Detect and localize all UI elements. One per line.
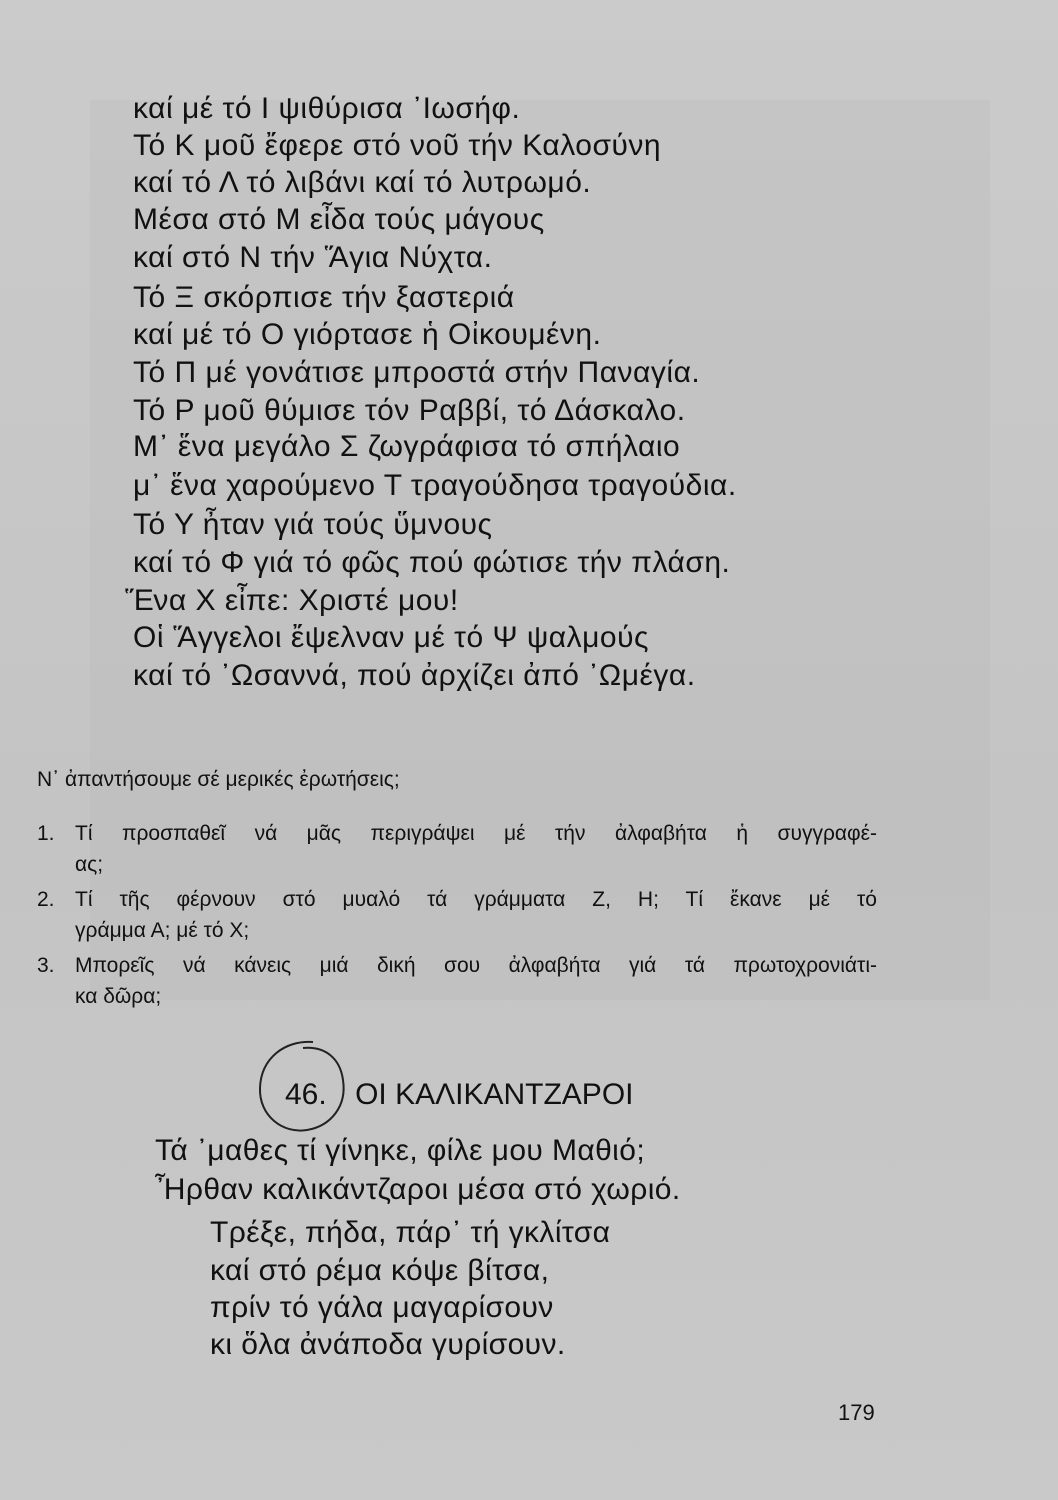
poem-line: Μ᾿ ἕνα μεγάλο Σ ζωγράφισα τό σπήλαιο [133, 430, 681, 463]
poem-line: Ἕνα Χ εἶπε: Χριστέ μου! [125, 584, 459, 617]
poem-line: Οἱ Ἅγγελοι ἔψελναν μέ τό Ψ ψαλμούς [133, 621, 649, 654]
question-number: 1. [37, 822, 55, 845]
section-number: 46. [285, 1078, 327, 1111]
question-item [37, 818, 877, 880]
poem-line: Τό Π μέ γονάτισε μπροστά στήν Παναγία. [133, 356, 701, 389]
question-text-continued: κα δῶρα; [75, 985, 162, 1008]
poem-line: Τό Ξ σκόρπισε τήν ξαστεριά [133, 281, 515, 314]
poem-line: μ᾿ ἕνα χαρούμενο Τ τραγούδησα τραγούδια. [133, 469, 737, 502]
question-text: Τί προσπαθεῖ νά μᾶς περιγράψει μέ τήν ἀλφαβήτα ἡ συγγραφέ- [75, 822, 877, 845]
poem-line: καί τό Λ τό λιβάνι καί τό λυτρωμό. [133, 166, 592, 199]
poem-line: κι ὅλα ἀνάποδα γυρίσουν. [210, 1328, 566, 1361]
poem-line: καί μέ τό Ο γιόρτασε ἡ Οἰκουμένη. [133, 318, 602, 351]
section-heading [285, 1075, 634, 1115]
poem-line: καί μέ τό Ι ψιθύρισα ᾿Ιωσήφ. [133, 92, 521, 125]
question-text-continued: γράμμα Α; μέ τό Χ; [75, 919, 250, 942]
poem-line: καί τό Φ γιά τό φῶς πού φώτισε τήν πλάση. [133, 546, 731, 579]
poem-line: Τά ᾿μαθες τί γίνηκε, φίλε μου Μαθιό; [155, 1134, 646, 1167]
question-number: 3. [37, 954, 55, 977]
question-text: Μπορεῖς νά κάνεις μιά δική σου ἀλφαβήτα γιά τά πρωτοχρονιάτι- [75, 954, 877, 977]
question-item [37, 884, 877, 946]
poem-line: καί στό Ν τήν Ἅγια Νύχτα. [133, 241, 493, 274]
poem-line: Ἦρθαν καλικάντζαροι μέσα στό χωριό. [155, 1173, 681, 1206]
poem-line: Τό Υ ἦταν γιά τούς ὕμνους [133, 508, 493, 541]
question-item [37, 950, 877, 1012]
poem-line: Μέσα στό Μ εἶδα τούς μάγους [133, 203, 545, 236]
poem-line: καί στό ρέμα κόψε βίτσα, [210, 1254, 550, 1287]
poem-line: Τό Ρ μοῦ θύμισε τόν Ραββί, τό Δάσκαλο. [133, 394, 686, 427]
poem-line: Τό Κ μοῦ ἔφερε στό νοῦ τήν Καλοσύνη [133, 129, 662, 162]
question-text-continued: ας; [75, 853, 104, 876]
poem-line: καί τό ᾿Ωσαννά, πού ἀρχίζει ἀπό ᾿Ωμέγα. [133, 659, 696, 692]
poem-line: Τρέξε, πήδα, πάρ᾿ τή γκλίτσα [210, 1216, 611, 1249]
question-number: 2. [37, 888, 55, 911]
poem-line: πρίν τό γάλα μαγαρίσουν [210, 1291, 554, 1324]
question-text: Τί τῆς φέρνουν στό μυαλό τά γράμματα Ζ, Η; Τί ἔκανε μέ τό [75, 888, 877, 911]
section-title: ΟΙ ΚΑΛΙΚΑΝΤΖΑΡΟΙ [355, 1078, 634, 1111]
questions-intro: Ν᾿ ἀπαντήσουμε σέ μερικές ἐρωτήσεις; [37, 768, 400, 791]
page-number: 179 [838, 1400, 875, 1425]
